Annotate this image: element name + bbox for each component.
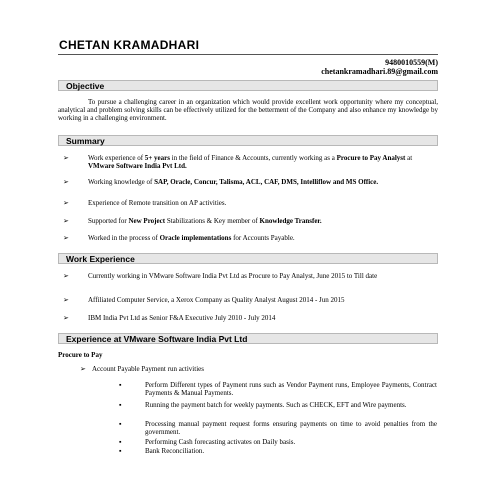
arrow-bullet-icon: ➢ [63,217,69,225]
arrow-bullet-icon: ➢ [63,199,69,207]
email-address: chetankramadhari.89@gmail.com [321,67,438,76]
phone-number: 9480010559(M) [385,58,438,67]
objective-text: To pursue a challenging career in an organization which would provide excellent work opportunity where my conceptual, analytical and problem solving skills can be effectively utilized for the betterment of the Company and also enhance my knowledge by working in a challenging environment. [58,98,438,122]
arrow-bullet-icon: ➢ [63,314,69,322]
header-divider [58,54,438,55]
objective-heading: Objective [58,80,438,91]
resume-page: CHETAN KRAMADHARI 9480010559(M) chetankramadhari.89@gmail.com Objective To pursue a challenging career in an organization which would provide excellent work opportunity where my conceptual, analytical and problem solving skills can be effectively utilized for the betterment of the Company and also enhance my knowledge by working in a challenging environment. Summary ➢ Work experience of 5+ years in the field of Finance & Accounts, currently working as a Procure to Pay Analyst at VMware Software India Pvt Ltd. ➢ Working knowledge of SAP, Oracle, Concur, Talisma, ACL, CAF, DMS, Intelliflow and MS Office. ➢ Experience of Remote transition on AP activities. ➢ Supported for New Project Stabilizations & Key member of Knowledge Transfer. ➢ Worked in the process of Oracle implementations for Accounts Payable. Work Experience ➢ Currently working in VMware Software India Pvt Ltd as Procure to Pay Analyst, June 2015 to Till date ➢ Affiliated Computer Service, a Xerox Company as Quality Analyst August 2014 - Jun 2015 ➢ IBM India Pvt Ltd as Senior F&A Executive July 2010 - July 2014 Experience at VMware Software India Pvt Ltd Procure to Pay ➢ Account Payable Payment run activities ▪ Perform Different types of Payment runs such as Vendor Payment runs, Employee Payments, Contract Payments & Manual Payments. ▪ Running the payment batch for weekly payments. Such as CHECK, EFT and Wire payments. ▪ Processing manual payment request forms ensuring payments on time to avoid penalties from the government. ▪ Performing Cash forecasting activates on Daily basis. ▪ Bank Reconciliation. [58,38,438,455]
arrow-bullet-icon: ➢ [63,154,69,162]
vmware-experience-heading: Experience at VMware Software India Pvt Ltd [58,333,438,344]
summary-heading: Summary [58,135,438,146]
candidate-name: CHETAN KRAMADHARI [59,38,200,52]
arrow-bullet-icon: ➢ [63,234,69,242]
work-experience-heading: Work Experience [58,253,438,264]
square-bullet-icon: ▪ [119,420,122,428]
square-bullet-icon: ▪ [119,401,122,409]
square-bullet-icon: ▪ [119,447,122,455]
arrow-bullet-icon: ➢ [63,178,69,186]
square-bullet-icon: ▪ [119,438,122,446]
arrow-bullet-icon: ➢ [80,365,86,373]
procure-to-pay-subheading: Procure to Pay [58,351,103,359]
square-bullet-icon: ▪ [119,381,122,389]
arrow-bullet-icon: ➢ [63,296,69,304]
arrow-bullet-icon: ➢ [63,272,69,280]
